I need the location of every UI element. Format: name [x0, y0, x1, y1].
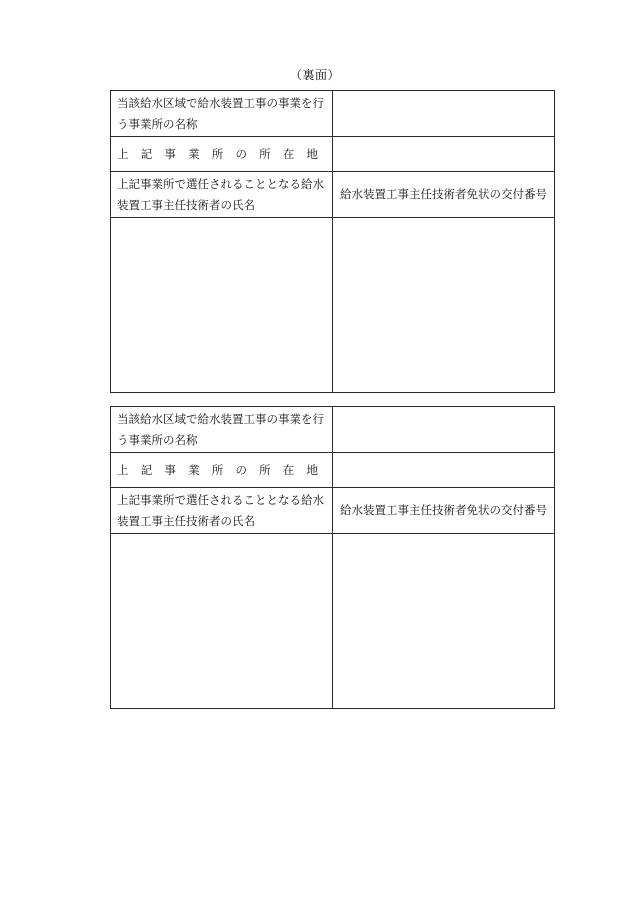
office-name-label: 当該給水区域で給水装置工事の事業を行う事業所の名称: [111, 407, 333, 453]
license-number-label: 給水装置工事主任技術者免状の交付番号: [333, 488, 555, 534]
location-label-char: 所: [211, 146, 224, 161]
office-info-table: [110, 406, 555, 709]
location-label-char: 上: [117, 146, 129, 161]
location-label-char: 事: [164, 462, 176, 477]
location-label-char: 業: [188, 146, 200, 161]
location-label-char: 上: [117, 462, 129, 477]
location-label-char: 在: [282, 462, 295, 477]
location-label-char: 所: [259, 146, 271, 161]
location-label-char: の: [235, 146, 247, 161]
license-number-field[interactable]: [333, 218, 555, 393]
office-location-label: [111, 137, 333, 172]
office-location-label: [111, 453, 333, 488]
technician-name-field[interactable]: [111, 534, 333, 709]
office-info-table: [110, 90, 555, 393]
office-name-field[interactable]: [333, 91, 555, 137]
location-label-char: 記: [140, 146, 153, 161]
technician-name-label: 上記事業所で選任されることとなる給水装置工事主任技術者の氏名: [111, 172, 333, 218]
location-label-char: 所: [259, 462, 271, 477]
technician-entry-row: [111, 534, 555, 709]
office-name-label: 当該給水区域で給水装置工事の事業を行う事業所の名称: [111, 91, 333, 137]
technician-name-field[interactable]: [111, 218, 333, 393]
office-location-field[interactable]: [333, 137, 555, 172]
office-name-row: [111, 407, 555, 453]
location-label-char: 事: [164, 146, 176, 161]
location-label-char: 所: [211, 462, 224, 477]
location-label-char: の: [235, 462, 247, 477]
technician-name-label: 上記事業所で選任されることとなる給水装置工事主任技術者の氏名: [111, 488, 333, 534]
location-label-char: 業: [188, 462, 200, 477]
technician-header-row: [111, 172, 555, 218]
office-name-field[interactable]: [333, 407, 555, 453]
location-label-char: 記: [140, 462, 153, 477]
location-label-char: 在: [282, 146, 295, 161]
technician-entry-row: [111, 218, 555, 393]
location-label-char: 地: [306, 462, 318, 477]
license-number-label: 給水装置工事主任技術者免状の交付番号: [333, 172, 555, 218]
office-location-row: [111, 453, 555, 488]
technician-header-row: [111, 488, 555, 534]
location-label-char: 地: [306, 146, 318, 161]
license-number-field[interactable]: [333, 534, 555, 709]
page-heading: （裏面）: [289, 68, 340, 82]
office-name-row: [111, 91, 555, 137]
office-location-field[interactable]: [333, 453, 555, 488]
office-location-row: [111, 137, 555, 172]
